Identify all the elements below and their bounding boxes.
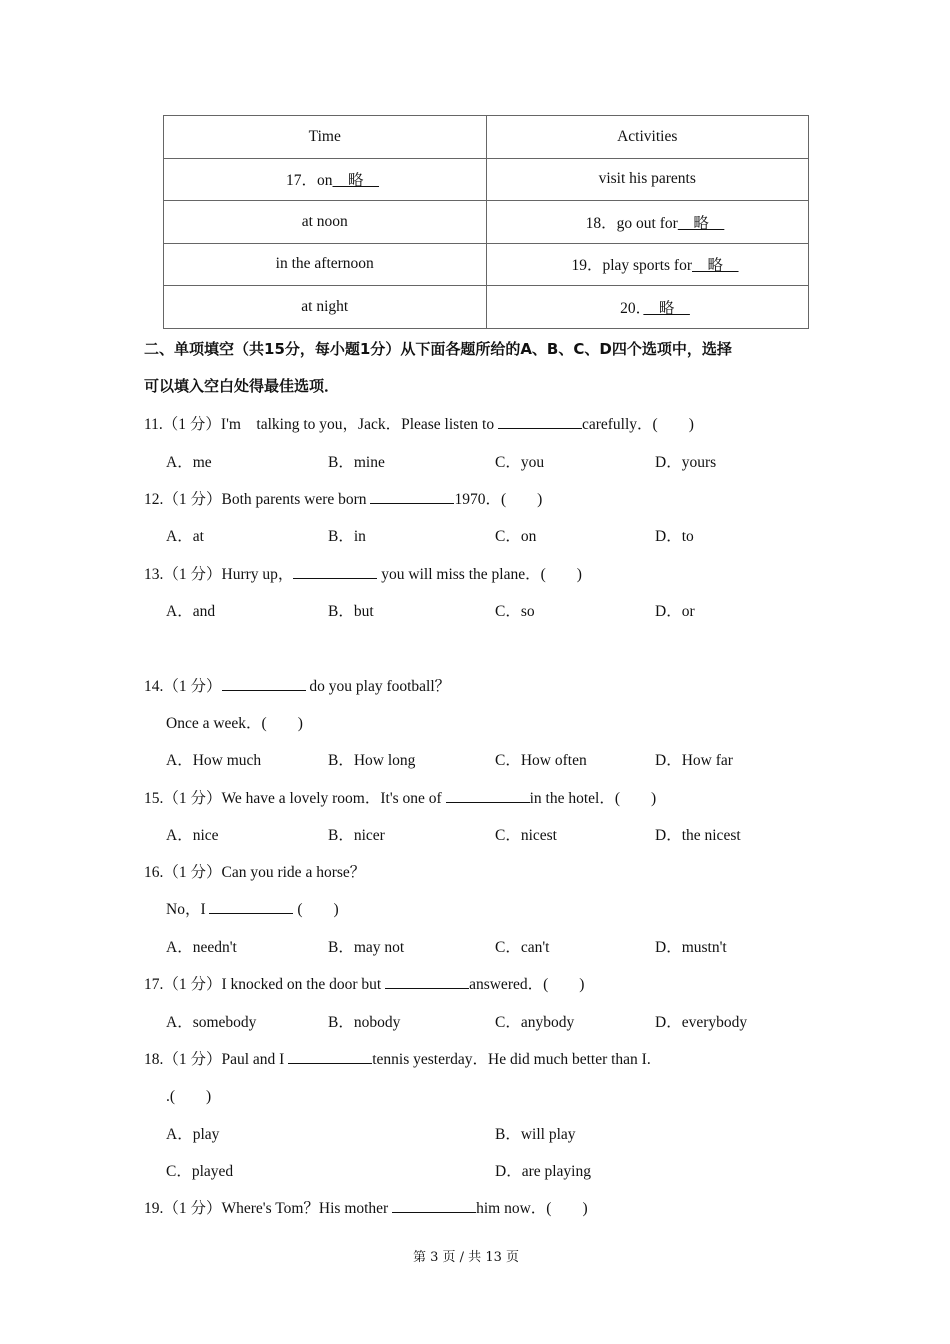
question-18-cont: .( ) xyxy=(166,1088,212,1105)
option-a: A．at xyxy=(166,528,204,545)
option-d: D．everybody xyxy=(655,1014,748,1031)
page-footer: 第 3 页 / 共 13 页 xyxy=(413,1250,519,1265)
option-d: D．the nicest xyxy=(655,827,741,844)
time-cell: at noon xyxy=(164,201,487,244)
option-c: C．can't xyxy=(495,939,550,956)
activity-cell: visit his parents xyxy=(486,158,809,201)
option-d: D．mustn't xyxy=(655,939,727,956)
answer-blank: 略 xyxy=(643,299,690,317)
option-b: B．nobody xyxy=(328,1014,401,1031)
answer-blank xyxy=(209,899,293,914)
schedule-table xyxy=(163,115,809,329)
answer-blank: 略 xyxy=(677,214,725,232)
option-a: A．me xyxy=(166,454,212,471)
question-16: 16.（1 分）Can you ride a horse？ xyxy=(144,864,366,881)
answer-blank xyxy=(370,489,454,504)
option-c: C．on xyxy=(495,528,537,545)
option-c: C．anybody xyxy=(495,1014,575,1031)
table-row xyxy=(164,158,809,201)
section-heading-line2: 可以填入空白处得最佳选项． xyxy=(144,377,340,395)
time-cell: at night xyxy=(164,286,487,329)
table-header-row xyxy=(164,116,809,159)
answer-blank xyxy=(392,1198,476,1213)
question-16-reply: No，I ( ) xyxy=(166,901,339,918)
option-b: B．may not xyxy=(328,939,405,956)
option-d: D．to xyxy=(655,528,694,545)
option-c: C．so xyxy=(495,603,535,620)
option-c: C．nicest xyxy=(495,827,557,844)
option-b: B．mine xyxy=(328,454,385,471)
option-b: B．will play xyxy=(495,1126,576,1143)
option-b: B．but xyxy=(328,603,374,620)
answer-blank xyxy=(222,676,306,691)
question-12: 12.（1 分）Both parents were born 1970．( ) xyxy=(144,491,543,508)
option-d: D．yours xyxy=(655,454,717,471)
answer-blank: 略 xyxy=(332,172,380,190)
question-18: 18.（1 分）Paul and I tennis yesterday．He did much better than I. xyxy=(144,1051,651,1068)
answer-blank xyxy=(385,974,469,989)
activity-cell: 19．play sports for 略 xyxy=(486,243,809,286)
question-11: 11.（1 分）I'm talking to you，Jack．Please listen to carefully．( ) xyxy=(144,416,694,433)
question-19: 19.（1 分）Where's Tom？His mother him now．( ) xyxy=(144,1200,588,1217)
option-c: C．played xyxy=(166,1163,234,1180)
answer-blank xyxy=(293,564,377,579)
header-activities: Activities xyxy=(486,116,809,159)
option-a: A．and xyxy=(166,603,216,620)
option-a: A．How much xyxy=(166,752,262,769)
option-d: D．are playing xyxy=(495,1163,591,1180)
question-14: 14.（1 分） do you play football？ xyxy=(144,678,451,695)
option-b: B．in xyxy=(328,528,366,545)
time-cell: 17．on 略 xyxy=(164,158,487,201)
activity-cell: 20． 略 xyxy=(486,286,809,329)
question-13: 13.（1 分）Hurry up， you will miss the plane．( ) xyxy=(144,566,582,583)
table-row xyxy=(164,243,809,286)
table-row xyxy=(164,286,809,329)
activity-cell: 18．go out for 略 xyxy=(486,201,809,244)
option-d: D．How far xyxy=(655,752,733,769)
option-b: B．nicer xyxy=(328,827,385,844)
answer-blank xyxy=(288,1049,372,1064)
section-heading-line1: 二、单项填空（共15分，每小题1分）从下面各题所给的A、B、C、D四个选项中，选择 xyxy=(144,340,732,358)
answer-blank xyxy=(498,414,582,429)
time-cell: in the afternoon xyxy=(164,243,487,286)
option-c: C．How often xyxy=(495,752,587,769)
option-a: A．play xyxy=(166,1126,220,1143)
question-17: 17.（1 分）I knocked on the door but answered．( ) xyxy=(144,976,585,993)
header-time: Time xyxy=(164,116,487,159)
option-b: B．How long xyxy=(328,752,416,769)
answer-blank: 略 xyxy=(692,257,739,275)
option-a: A．needn't xyxy=(166,939,237,956)
table-row xyxy=(164,201,809,244)
question-15: 15.（1 分）We have a lovely room．It's one of in the hotel．( ) xyxy=(144,790,657,807)
option-d: D．or xyxy=(655,603,695,620)
question-14-reply: Once a week．( ) xyxy=(166,715,303,732)
option-a: A．somebody xyxy=(166,1014,257,1031)
option-c: C．you xyxy=(495,454,545,471)
answer-blank xyxy=(446,788,530,803)
option-a: A．nice xyxy=(166,827,219,844)
